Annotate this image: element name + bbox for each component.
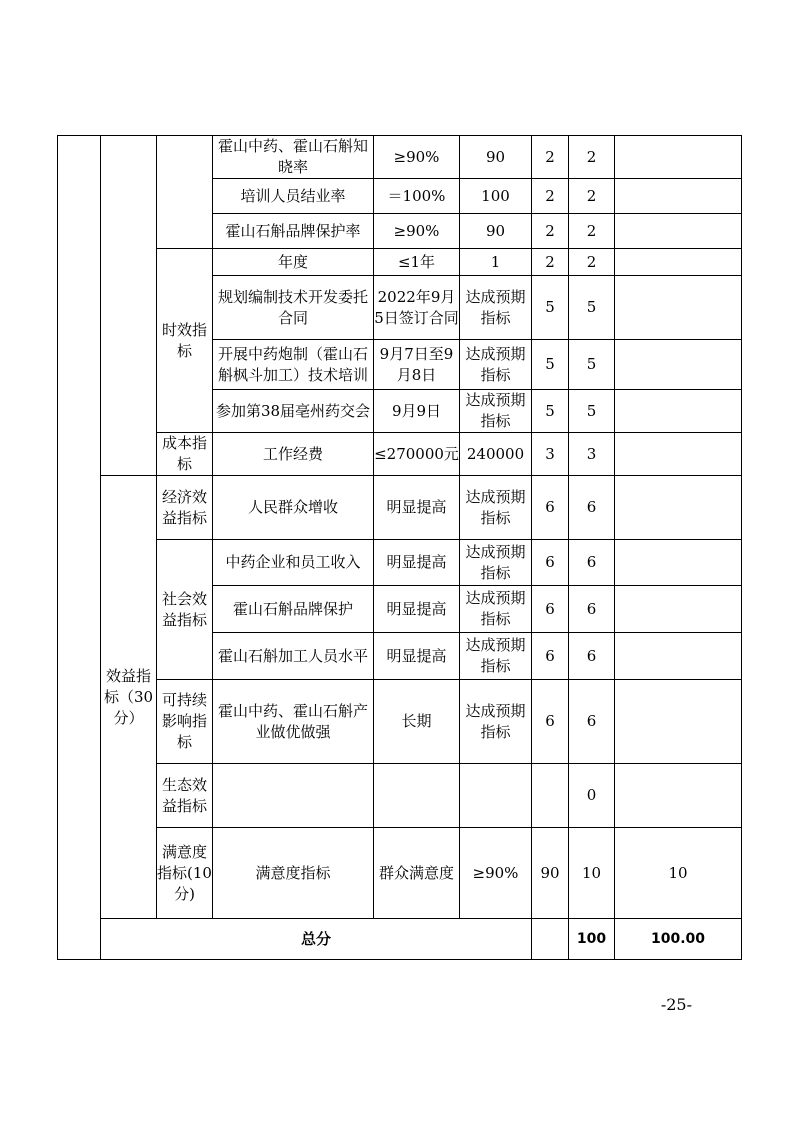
level3-indicator-cell bbox=[157, 136, 213, 249]
indicator-name: 霍山石斛品牌保护 bbox=[213, 586, 374, 633]
score-value: 2 bbox=[569, 136, 615, 179]
level3-sustainable: 可持续影响指标 bbox=[157, 680, 213, 764]
total-label: 总分 bbox=[101, 919, 532, 960]
weight-value: 6 bbox=[532, 540, 569, 586]
remark-cell bbox=[615, 680, 742, 764]
weight-value bbox=[532, 764, 569, 828]
score-value: 3 bbox=[569, 433, 615, 476]
indicator-name: 开展中药炮制（霍山石斛枫斗加工）技术培训 bbox=[213, 340, 374, 390]
indicator-name: 中药企业和员工收入 bbox=[213, 540, 374, 586]
indicator-name: 工作经费 bbox=[213, 433, 374, 476]
remark-cell bbox=[615, 540, 742, 586]
actual-value: 达成预期指标 bbox=[460, 633, 532, 680]
weight-value: 10 bbox=[569, 828, 615, 919]
table-row bbox=[58, 828, 742, 919]
indicator-name: 群众满意度 bbox=[374, 828, 460, 919]
score-value: 6 bbox=[569, 633, 615, 680]
remark-cell bbox=[615, 214, 742, 249]
actual-value bbox=[460, 764, 532, 828]
target-value bbox=[374, 764, 460, 828]
actual-value: 100 bbox=[460, 179, 532, 214]
total-actual-cell bbox=[532, 919, 569, 960]
weight-value: 2 bbox=[532, 214, 569, 249]
score-value: 0 bbox=[569, 764, 615, 828]
page-number: -25- bbox=[660, 995, 692, 1014]
remark-cell bbox=[615, 764, 742, 828]
remark-cell bbox=[615, 136, 742, 179]
score-value: 6 bbox=[569, 540, 615, 586]
table-row bbox=[58, 680, 742, 764]
indicator-name: 规划编制技术开发委托合同 bbox=[213, 276, 374, 340]
table-row bbox=[58, 764, 742, 828]
weight-value: 6 bbox=[532, 633, 569, 680]
target-value: 长期 bbox=[374, 680, 460, 764]
remark-cell bbox=[615, 179, 742, 214]
table-row bbox=[58, 476, 742, 540]
weight-value: 5 bbox=[532, 340, 569, 390]
level3-cost: 成本指标 bbox=[157, 433, 213, 476]
weight-value: 5 bbox=[532, 276, 569, 340]
remark-cell bbox=[615, 249, 742, 276]
actual-value: 1 bbox=[460, 249, 532, 276]
target-value: ≤270000元 bbox=[374, 433, 460, 476]
level3-social: 社会效益指标 bbox=[157, 540, 213, 680]
score-value: 10 bbox=[615, 828, 742, 919]
table-row bbox=[58, 540, 742, 586]
remark-cell bbox=[615, 433, 742, 476]
remark-cell bbox=[615, 586, 742, 633]
target-value: ≥90% bbox=[460, 828, 532, 919]
target-value: ≥90% bbox=[374, 136, 460, 179]
target-value: 9月9日 bbox=[374, 390, 460, 433]
weight-value: 6 bbox=[532, 680, 569, 764]
score-value: 5 bbox=[569, 390, 615, 433]
indicator-name: 霍山石斛加工人员水平 bbox=[213, 633, 374, 680]
target-value: ≤1年 bbox=[374, 249, 460, 276]
indicator-name: 参加第38届亳州药交会 bbox=[213, 390, 374, 433]
total-score: 100.00 bbox=[615, 919, 742, 960]
score-value: 5 bbox=[569, 276, 615, 340]
target-value: 9月7日至9月8日 bbox=[374, 340, 460, 390]
remark-cell bbox=[615, 276, 742, 340]
weight-value: 6 bbox=[532, 476, 569, 540]
total-weight: 100 bbox=[569, 919, 615, 960]
remark-cell bbox=[615, 633, 742, 680]
table-row bbox=[58, 249, 742, 276]
target-value: ＝100% bbox=[374, 179, 460, 214]
target-value: 明显提高 bbox=[374, 633, 460, 680]
actual-value: 达成预期指标 bbox=[460, 586, 532, 633]
actual-value: 达成预期指标 bbox=[460, 540, 532, 586]
target-value: 明显提高 bbox=[374, 586, 460, 633]
indicator-name: 霍山石斛品牌保护率 bbox=[213, 214, 374, 249]
score-value: 2 bbox=[569, 249, 615, 276]
weight-value: 2 bbox=[532, 136, 569, 179]
performance-table bbox=[57, 135, 742, 960]
indicator-name: 年度 bbox=[213, 249, 374, 276]
target-value: 明显提高 bbox=[374, 540, 460, 586]
indicator-name: 霍山中药、霍山石斛产业做优做强 bbox=[213, 680, 374, 764]
level3-ecological: 生态效益指标 bbox=[157, 764, 213, 828]
level3-satisfaction: 满意度指标 bbox=[213, 828, 374, 919]
level3-economic: 经济效益指标 bbox=[157, 476, 213, 540]
remark-cell bbox=[615, 476, 742, 540]
target-value: ≥90% bbox=[374, 214, 460, 249]
score-value: 6 bbox=[569, 586, 615, 633]
indicator-name bbox=[213, 764, 374, 828]
score-value: 6 bbox=[569, 680, 615, 764]
level2-satisfaction: 满意度指标(10分) bbox=[157, 828, 213, 919]
actual-value: 240000 bbox=[460, 433, 532, 476]
indicator-name: 培训人员结业率 bbox=[213, 179, 374, 214]
target-value: 明显提高 bbox=[374, 476, 460, 540]
actual-value: 90 bbox=[460, 136, 532, 179]
weight-value: 3 bbox=[532, 433, 569, 476]
table-row bbox=[58, 433, 742, 476]
level2-indicator-cell bbox=[101, 136, 157, 476]
actual-value: 90 bbox=[460, 214, 532, 249]
actual-value: 达成预期指标 bbox=[460, 476, 532, 540]
target-value: 2022年9月5日签订合同 bbox=[374, 276, 460, 340]
score-value: 6 bbox=[569, 476, 615, 540]
level1-indicator-cell bbox=[58, 136, 101, 960]
weight-value: 6 bbox=[532, 586, 569, 633]
total-row bbox=[58, 919, 742, 960]
level2-benefit: 效益指标（30分） bbox=[101, 476, 157, 919]
indicator-name: 人民群众增收 bbox=[213, 476, 374, 540]
score-value: 2 bbox=[569, 214, 615, 249]
actual-value: 达成预期指标 bbox=[460, 680, 532, 764]
weight-value: 2 bbox=[532, 179, 569, 214]
actual-value: 90 bbox=[532, 828, 569, 919]
score-value: 2 bbox=[569, 179, 615, 214]
remark-cell bbox=[615, 390, 742, 433]
indicator-name: 霍山中药、霍山石斛知晓率 bbox=[213, 136, 374, 179]
actual-value: 达成预期指标 bbox=[460, 276, 532, 340]
level3-timeliness: 时效指标 bbox=[157, 249, 213, 433]
score-value: 5 bbox=[569, 340, 615, 390]
remark-cell bbox=[615, 340, 742, 390]
actual-value: 达成预期指标 bbox=[460, 390, 532, 433]
actual-value: 达成预期指标 bbox=[460, 340, 532, 390]
weight-value: 5 bbox=[532, 390, 569, 433]
weight-value: 2 bbox=[532, 249, 569, 276]
table-row bbox=[58, 136, 742, 179]
